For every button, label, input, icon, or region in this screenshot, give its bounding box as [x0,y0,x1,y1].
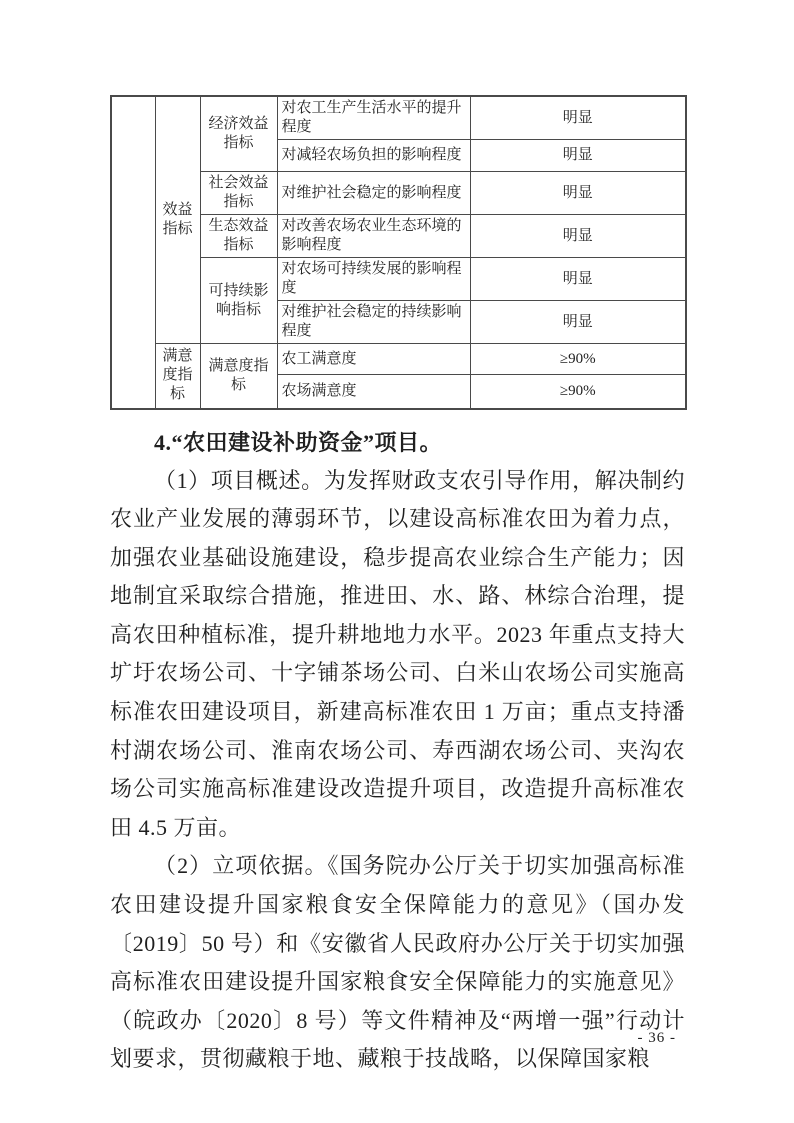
indicator-table [110,95,687,410]
table-cell-indicator: 对农场可持续发展的影响程度 [277,258,470,301]
table-cell-indicator: 农工满意度 [277,344,470,375]
body-paragraph-overview: （1）项目概述。为发挥财政支农引导作用，解决制约农业产业发展的薄弱环节，以建设高标准农田为着力点，加强农业基础设施建设，稳步提高农业综合生产能力；因地制宜采取综合措施，推进田、水、路、林综合治理，提高农田种植标准，提升耕地地力水平。2023 年重点支持大圹圩农场公司、十字铺茶场公司、白米山农场公司实施高标准农田建设项目，新建高标准农田 1 万亩；重点支持潘村湖农场公司、淮南农场公司、寿西湖农场公司、夹沟农场公司实施高标准建设改造提升项目，改造提升高标准农田 4.5 万亩。 [110,467,685,840]
body-paragraph-basis: （2）立项依据。《国务院办公厅关于切实加强高标准农田建设提升国家粮食安全保障能力的意见》（国办发〔2019〕50 号）和《安徽省人民政府办公厅关于切实加强高标准农田建设提升国家粮食安全保障能力的实施意见》（皖政办〔2020〕8 号）等文件精神及“两增一强”行动计划要求，贯彻藏粮于地、藏粮于技战略，以保障国家粮 [110,853,685,1072]
table-cell-indicator: 对农工生产生活水平的提升程度 [277,96,470,140]
table-cell-indicator: 对减轻农场负担的影响程度 [277,140,470,172]
page-number: - 36 - [637,1030,676,1046]
table-cell-left-spacer [111,96,155,409]
table-row [111,96,686,140]
table-cell-value: 明显 [470,140,686,172]
table-cell-category-satisfaction: 满意度指标 [155,344,200,409]
table-cell-value: 明显 [470,96,686,140]
page-content [110,95,685,1079]
section-heading: 4.“农田建设补助资金”项目。 [154,429,443,455]
table-row [111,344,686,375]
table-cell-value: 明显 [470,215,686,258]
table-cell-category-benefit: 效益指标 [155,96,200,344]
table-cell-sub-satisfaction: 满意度指标 [200,344,277,409]
table-cell-sub-economic: 经济效益指标 [200,96,277,172]
table-cell-indicator: 对维护社会稳定的影响程度 [277,172,470,215]
table-cell-value: 明显 [470,301,686,344]
table-cell-sub-social: 社会效益指标 [200,172,277,215]
table-cell-value: 明显 [470,258,686,301]
table-cell-indicator: 对维护社会稳定的持续影响程度 [277,301,470,344]
table-cell-value: ≥90% [470,375,686,409]
table-cell-value: ≥90% [470,344,686,375]
table-cell-indicator: 农场满意度 [277,375,470,409]
table-cell-indicator: 对改善农场农业生态环境的影响程度 [277,215,470,258]
table-cell-sub-sustainable: 可持续影响指标 [200,258,277,344]
table-cell-sub-ecological: 生态效益指标 [200,215,277,258]
table-cell-value: 明显 [470,172,686,215]
